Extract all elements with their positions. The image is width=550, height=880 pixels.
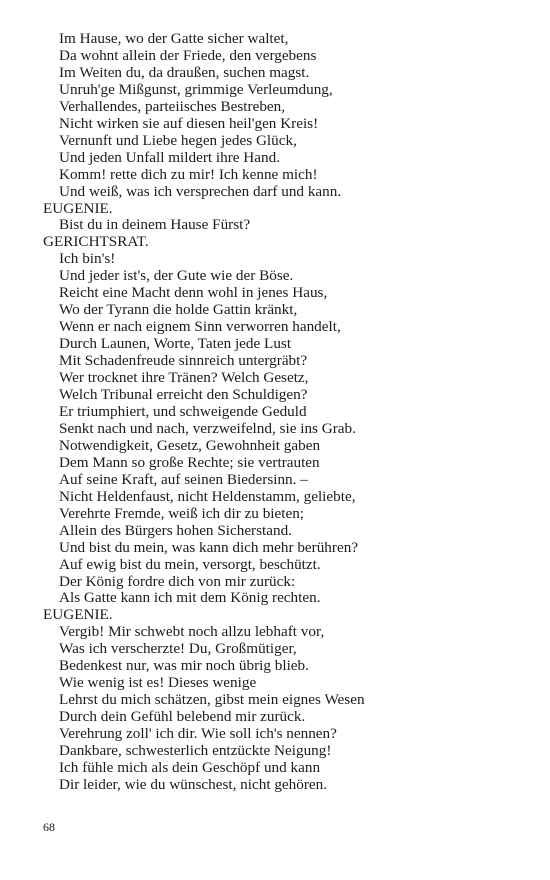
speaker-name: GERICHTSRAT. bbox=[43, 233, 149, 251]
verse-line: Und bist du mein, was kann dich mehr berühren? bbox=[59, 538, 359, 556]
speaker-name: EUGENIE. bbox=[43, 606, 113, 624]
verse-line: Auf ewig bist du mein, versorgt, beschützt. bbox=[59, 555, 321, 573]
verse-line: Was ich verscherzte! Du, Großmütiger, bbox=[59, 640, 297, 658]
speaker-name: EUGENIE. bbox=[43, 199, 113, 217]
verse-line: Auf seine Kraft, auf seinen Biedersinn. – bbox=[59, 470, 308, 488]
page-number: 68 bbox=[43, 820, 55, 834]
verse-line: Und jeden Unfall mildert ihre Hand. bbox=[59, 148, 280, 166]
verse-line: Er triumphiert, und schweigende Geduld bbox=[59, 402, 307, 420]
verse-line: Wie wenig ist es! Dieses wenige bbox=[59, 674, 257, 692]
verse-line: Allein des Bürgers hohen Sicherstand. bbox=[59, 521, 292, 539]
verse-line: Und weiß, was ich versprechen darf und kann. bbox=[59, 182, 342, 200]
verse-line: Bedenkest nur, was mir noch übrig blieb. bbox=[59, 657, 309, 675]
verse-line: Verhallendes, parteiisches Bestreben, bbox=[59, 97, 286, 115]
verse-line: Da wohnt allein der Friede, den vergebens bbox=[59, 46, 317, 64]
verse-line: Ich fühle mich als dein Geschöpf und kann bbox=[59, 758, 321, 776]
verse-line: Der König fordre dich von mir zurück: bbox=[59, 572, 296, 590]
verse-line: Durch dein Gefühl belebend mir zurück. bbox=[59, 708, 306, 726]
verse-line: Wenn er nach eignem Sinn verworren handelt, bbox=[59, 318, 341, 336]
verse-line: Vernunft und Liebe hegen jedes Glück, bbox=[59, 131, 297, 149]
verse-line: Mit Schadenfreude sinnreich untergräbt? bbox=[59, 352, 308, 370]
verse-line: Verehrte Fremde, weiß ich dir zu bieten; bbox=[59, 504, 305, 522]
verse-line: Reicht eine Macht denn wohl in jenes Haus, bbox=[59, 284, 328, 302]
verse-line: Senkt nach und nach, verzweifelnd, sie ins Grab. bbox=[59, 419, 356, 437]
page-text bbox=[43, 31, 523, 794]
verse-line: Dir leider, wie du wünschest, nicht gehören. bbox=[59, 775, 328, 793]
verse-line: Komm! rette dich zu mir! Ich kenne mich! bbox=[59, 165, 318, 183]
verse-line: Vergib! Mir schwebt noch allzu lebhaft vor, bbox=[59, 623, 325, 641]
verse-line: Verehrung zoll' ich dir. Wie soll ich's nennen? bbox=[59, 725, 337, 743]
verse-line: Lehrst du mich schätzen, gibst mein eignes Wesen bbox=[59, 691, 365, 709]
verse-line: Ich bin's! bbox=[59, 250, 116, 268]
verse-line: Welch Tribunal erreicht den Schuldigen? bbox=[59, 386, 308, 404]
verse-line: Notwendigkeit, Gesetz, Gewohnheit gaben bbox=[59, 436, 321, 454]
verse-line: Als Gatte kann ich mit dem König rechten. bbox=[59, 589, 321, 607]
verse-line: Im Hause, wo der Gatte sicher waltet, bbox=[59, 30, 289, 47]
verse-line: Und jeder ist's, der Gute wie der Böse. bbox=[59, 267, 294, 285]
verse-line: Dankbare, schwesterlich entzückte Neigung! bbox=[59, 742, 332, 760]
verse-line: Nicht wirken sie auf diesen heil'gen Kreis! bbox=[59, 114, 319, 132]
verse-line: Nicht Heldenfaust, nicht Heldenstamm, geliebte, bbox=[59, 487, 356, 505]
verse-line: Unruh'ge Mißgunst, grimmige Verleumdung, bbox=[59, 80, 333, 98]
verse-line: Im Weiten du, da draußen, suchen magst. bbox=[59, 63, 310, 81]
verse-line: Bist du in deinem Hause Fürst? bbox=[59, 216, 251, 234]
verse-line: Dem Mann so große Rechte; sie vertrauten bbox=[59, 453, 320, 471]
verse-line: Wer trocknet ihre Tränen? Welch Gesetz, bbox=[59, 369, 309, 387]
verse-line: Durch Launen, Worte, Taten jede Lust bbox=[59, 335, 292, 353]
verse-line: Wo der Tyrann die holde Gattin kränkt, bbox=[59, 301, 298, 319]
